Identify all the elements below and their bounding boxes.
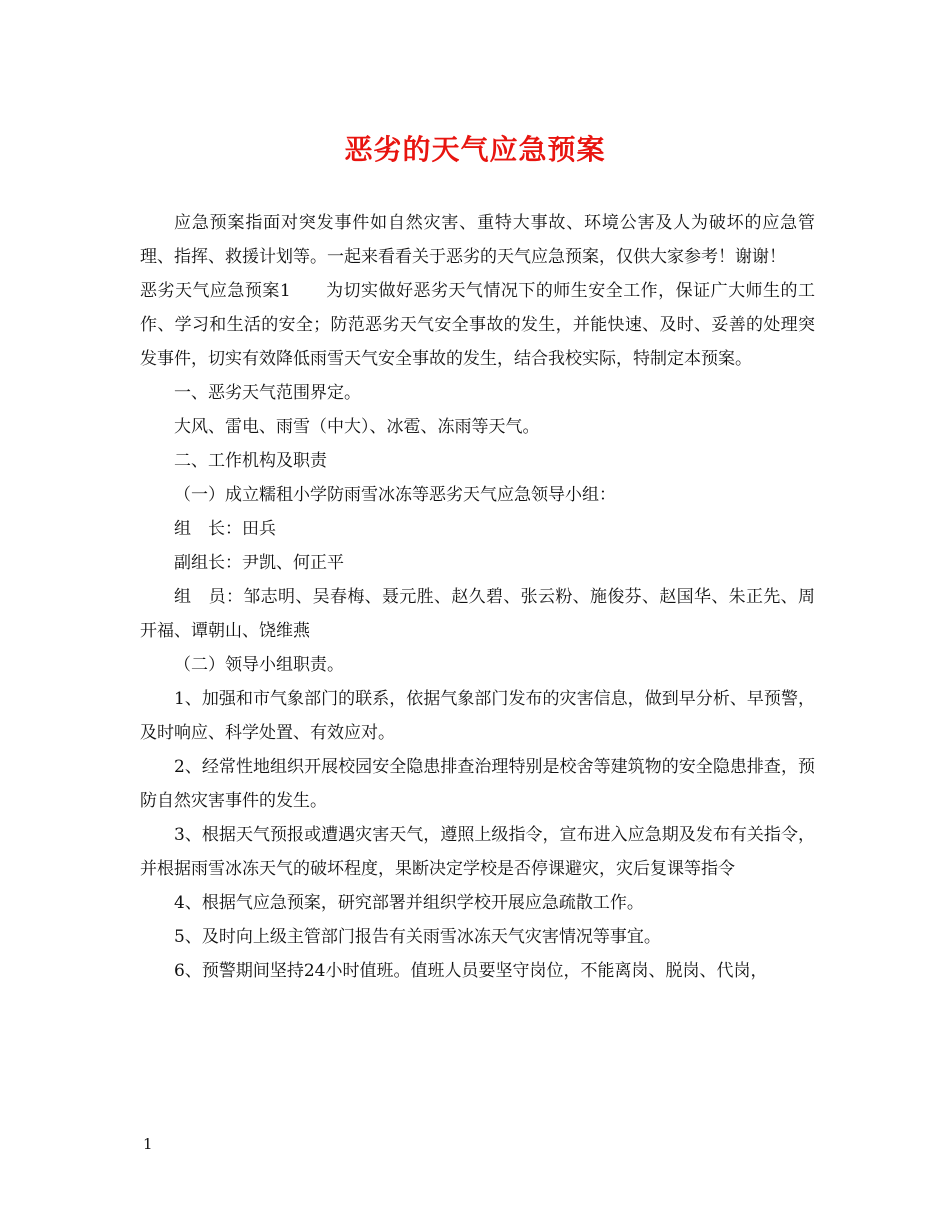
list-item-duty-2: 2、经常性地组织开展校园安全隐患排查治理特别是校舍等建筑物的安全隐患排查，预防自然灾害事件的发生。 xyxy=(140,757,815,811)
document-body xyxy=(140,206,815,988)
subsection-heading-duties: （二）领导小组职责。 xyxy=(174,655,344,675)
section-heading-scope: 一、恶劣天气范围界定。 xyxy=(174,383,361,403)
list-item-duty-3: 3、根据天气预报或遭遇灾害天气，遵照上级指令，宣布进入应急期及发布有关指令，并根据雨雪冰冻天气的破坏程度，果断决定学校是否停课避灾，灾后复课等指令 xyxy=(140,825,815,879)
list-item-duty-6: 6、预警期间坚持24小时值班。值班人员要坚守岗位，不能离岗、脱岗、代岗， xyxy=(174,961,768,981)
paragraph-intro: 应急预案指面对突发事件如自然灾害、重特大事故、环境公害及人为破坏的应急管理、指挥、救援计划等。一起来看看关于恶劣的天气应急预案，仅供大家参考！谢谢！ xyxy=(140,213,815,267)
paragraph-members: 组 员：邹志明、吴春梅、聂元胜、赵久碧、张云粉、施俊芬、赵国华、朱正先、周开福、谭朝山、饶维燕 xyxy=(140,587,815,641)
paragraph-leader: 组 长：田兵 xyxy=(174,519,276,539)
paragraph-weather-types: 大风、雷电、雨雪（中大）、冰雹、冻雨等天气。 xyxy=(174,417,540,437)
list-item-duty-1: 1、加强和市气象部门的联系，依据气象部门发布的灾害信息，做到早分析、早预警，及时响应、科学处置、有效应对。 xyxy=(140,689,815,743)
paragraph-deputy-leader: 副组长：尹凯、何正平 xyxy=(174,553,344,573)
list-item-duty-4: 4、根据气应急预案，研究部署并组织学校开展应急疏散工作。 xyxy=(174,893,644,913)
list-item-duty-5: 5、及时向上级主管部门报告有关雨雪冰冻天气灾害情况等事宜。 xyxy=(174,927,661,947)
subsection-heading-group: （一）成立糯租小学防雨雪冰冻等恶劣天气应急领导小组： xyxy=(174,485,616,505)
document-title: 恶劣的天气应急预案 xyxy=(344,133,606,166)
section-heading-organization: 二、工作机构及职责 xyxy=(174,451,327,471)
paragraph-plan-1: 恶劣天气应急预案1 为切实做好恶劣天气情况下的师生安全工作，保证广大师生的工作、学习和生活的安全；防范恶劣天气安全事故的发生，并能快速、及时、妥善的处理突发事件，切实有效降低雨雪天气安全事故的发生，结合我校实际，特制定本预案。 xyxy=(140,281,815,369)
page-number: 1 xyxy=(143,1135,153,1153)
